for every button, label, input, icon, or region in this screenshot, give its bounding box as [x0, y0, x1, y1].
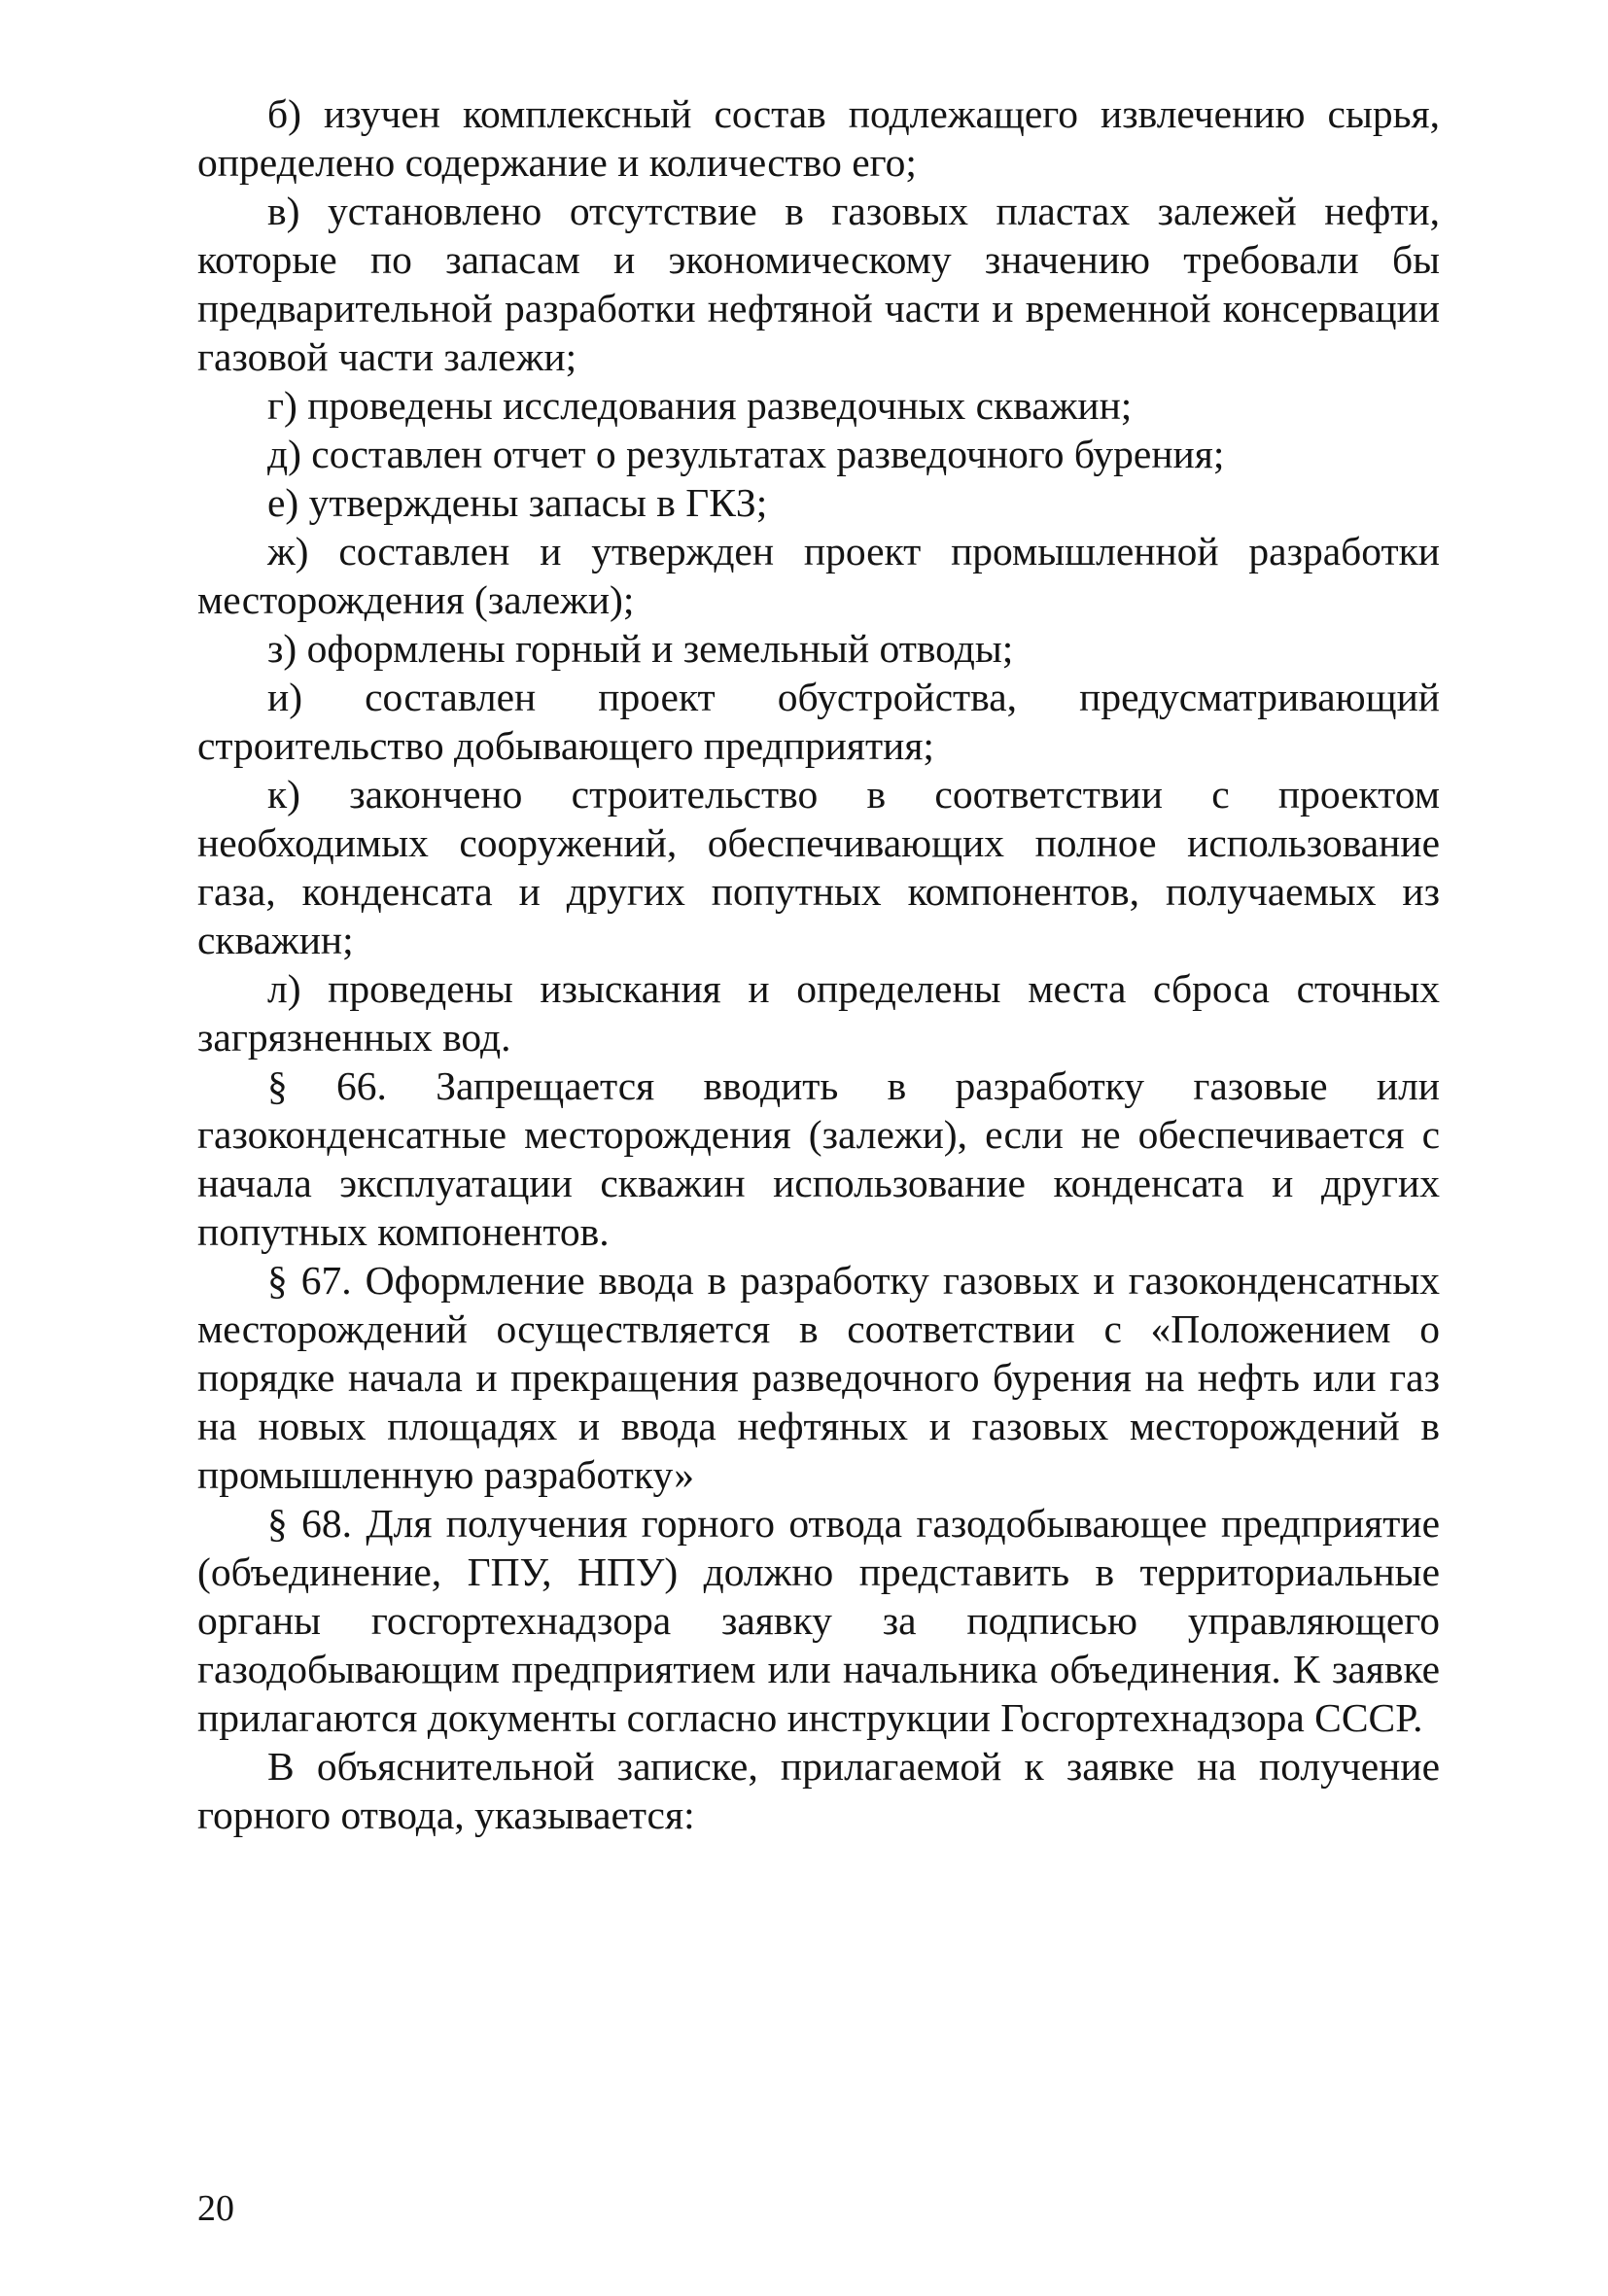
paragraph-section-67: § 67. Оформление ввода в разработку газовых и газоконденсатных месторождений осуществляется в соответствии с «Положением о порядке начала и прекращения разведочного бурения на нефть или газ на новых площадях и ввода нефтяных и газовых месторождений в промышленную разработку»	[197, 1258, 1440, 1497]
paragraph-section-66: § 66. Запрещается вводить в разработку газовые или газоконденсатные месторождения (залежи), если не обеспечивается с начала эксплуатации скважин использование конденсата и других попутных компонентов.	[197, 1063, 1440, 1254]
paragraph-item-v: в) установлено отсутствие в газовых пластах залежей нефти, которые по запасам и экономическому значению требовали бы предварительной разработки нефтяной части и временной консервации газовой части залежи;	[197, 189, 1440, 379]
paragraph-item-d: д) составлен отчет о результатах разведочного бурения;	[267, 432, 1225, 476]
paragraph-section-68: § 68. Для получения горного отвода газодобывающее предприятие (объединение, ГПУ, НПУ) должно представить в территориальные органы госгортехнадзора заявку за подписью управляющего газодобывающим предприятием или начальника объединения. К заявке прилагаются документы согласно инструкции Госгортехнадзора СССР.	[197, 1501, 1440, 1740]
paragraph-item-e: е) утверждены запасы в ГКЗ;	[267, 480, 768, 525]
paragraph-item-b: б) изучен комплексный состав подлежащего извлечению сырья, определено содержание и количество его;	[197, 91, 1440, 185]
paragraph-item-zh: ж) составлен и утвержден проект промышленной разработки месторождения (залежи);	[197, 529, 1440, 622]
paragraph-item-l: л) проведены изыскания и определены места сброса сточных загрязненных вод.	[197, 966, 1440, 1060]
paragraph-item-g: г) проведены исследования разведочных скважин;	[267, 383, 1133, 428]
paragraph-item-i: и) составлен проект обустройства, предусматривающий строительство добывающего предприятия;	[197, 675, 1440, 768]
paragraph-explanatory-note: В объяснительной записке, прилагаемой к заявке на получение горного отвода, указывается:	[197, 1744, 1440, 1837]
page-number: 20	[197, 2188, 234, 2229]
paragraph-item-k: к) закончено строительство в соответствии с проектом необходимых сооружений, обеспечивающих полное использование газа, конденсата и других попутных компонентов, получаемых из скважин;	[197, 772, 1440, 962]
paragraph-item-z: з) оформлены горный и земельный отводы;	[267, 626, 1014, 671]
text-column	[197, 89, 1440, 1839]
